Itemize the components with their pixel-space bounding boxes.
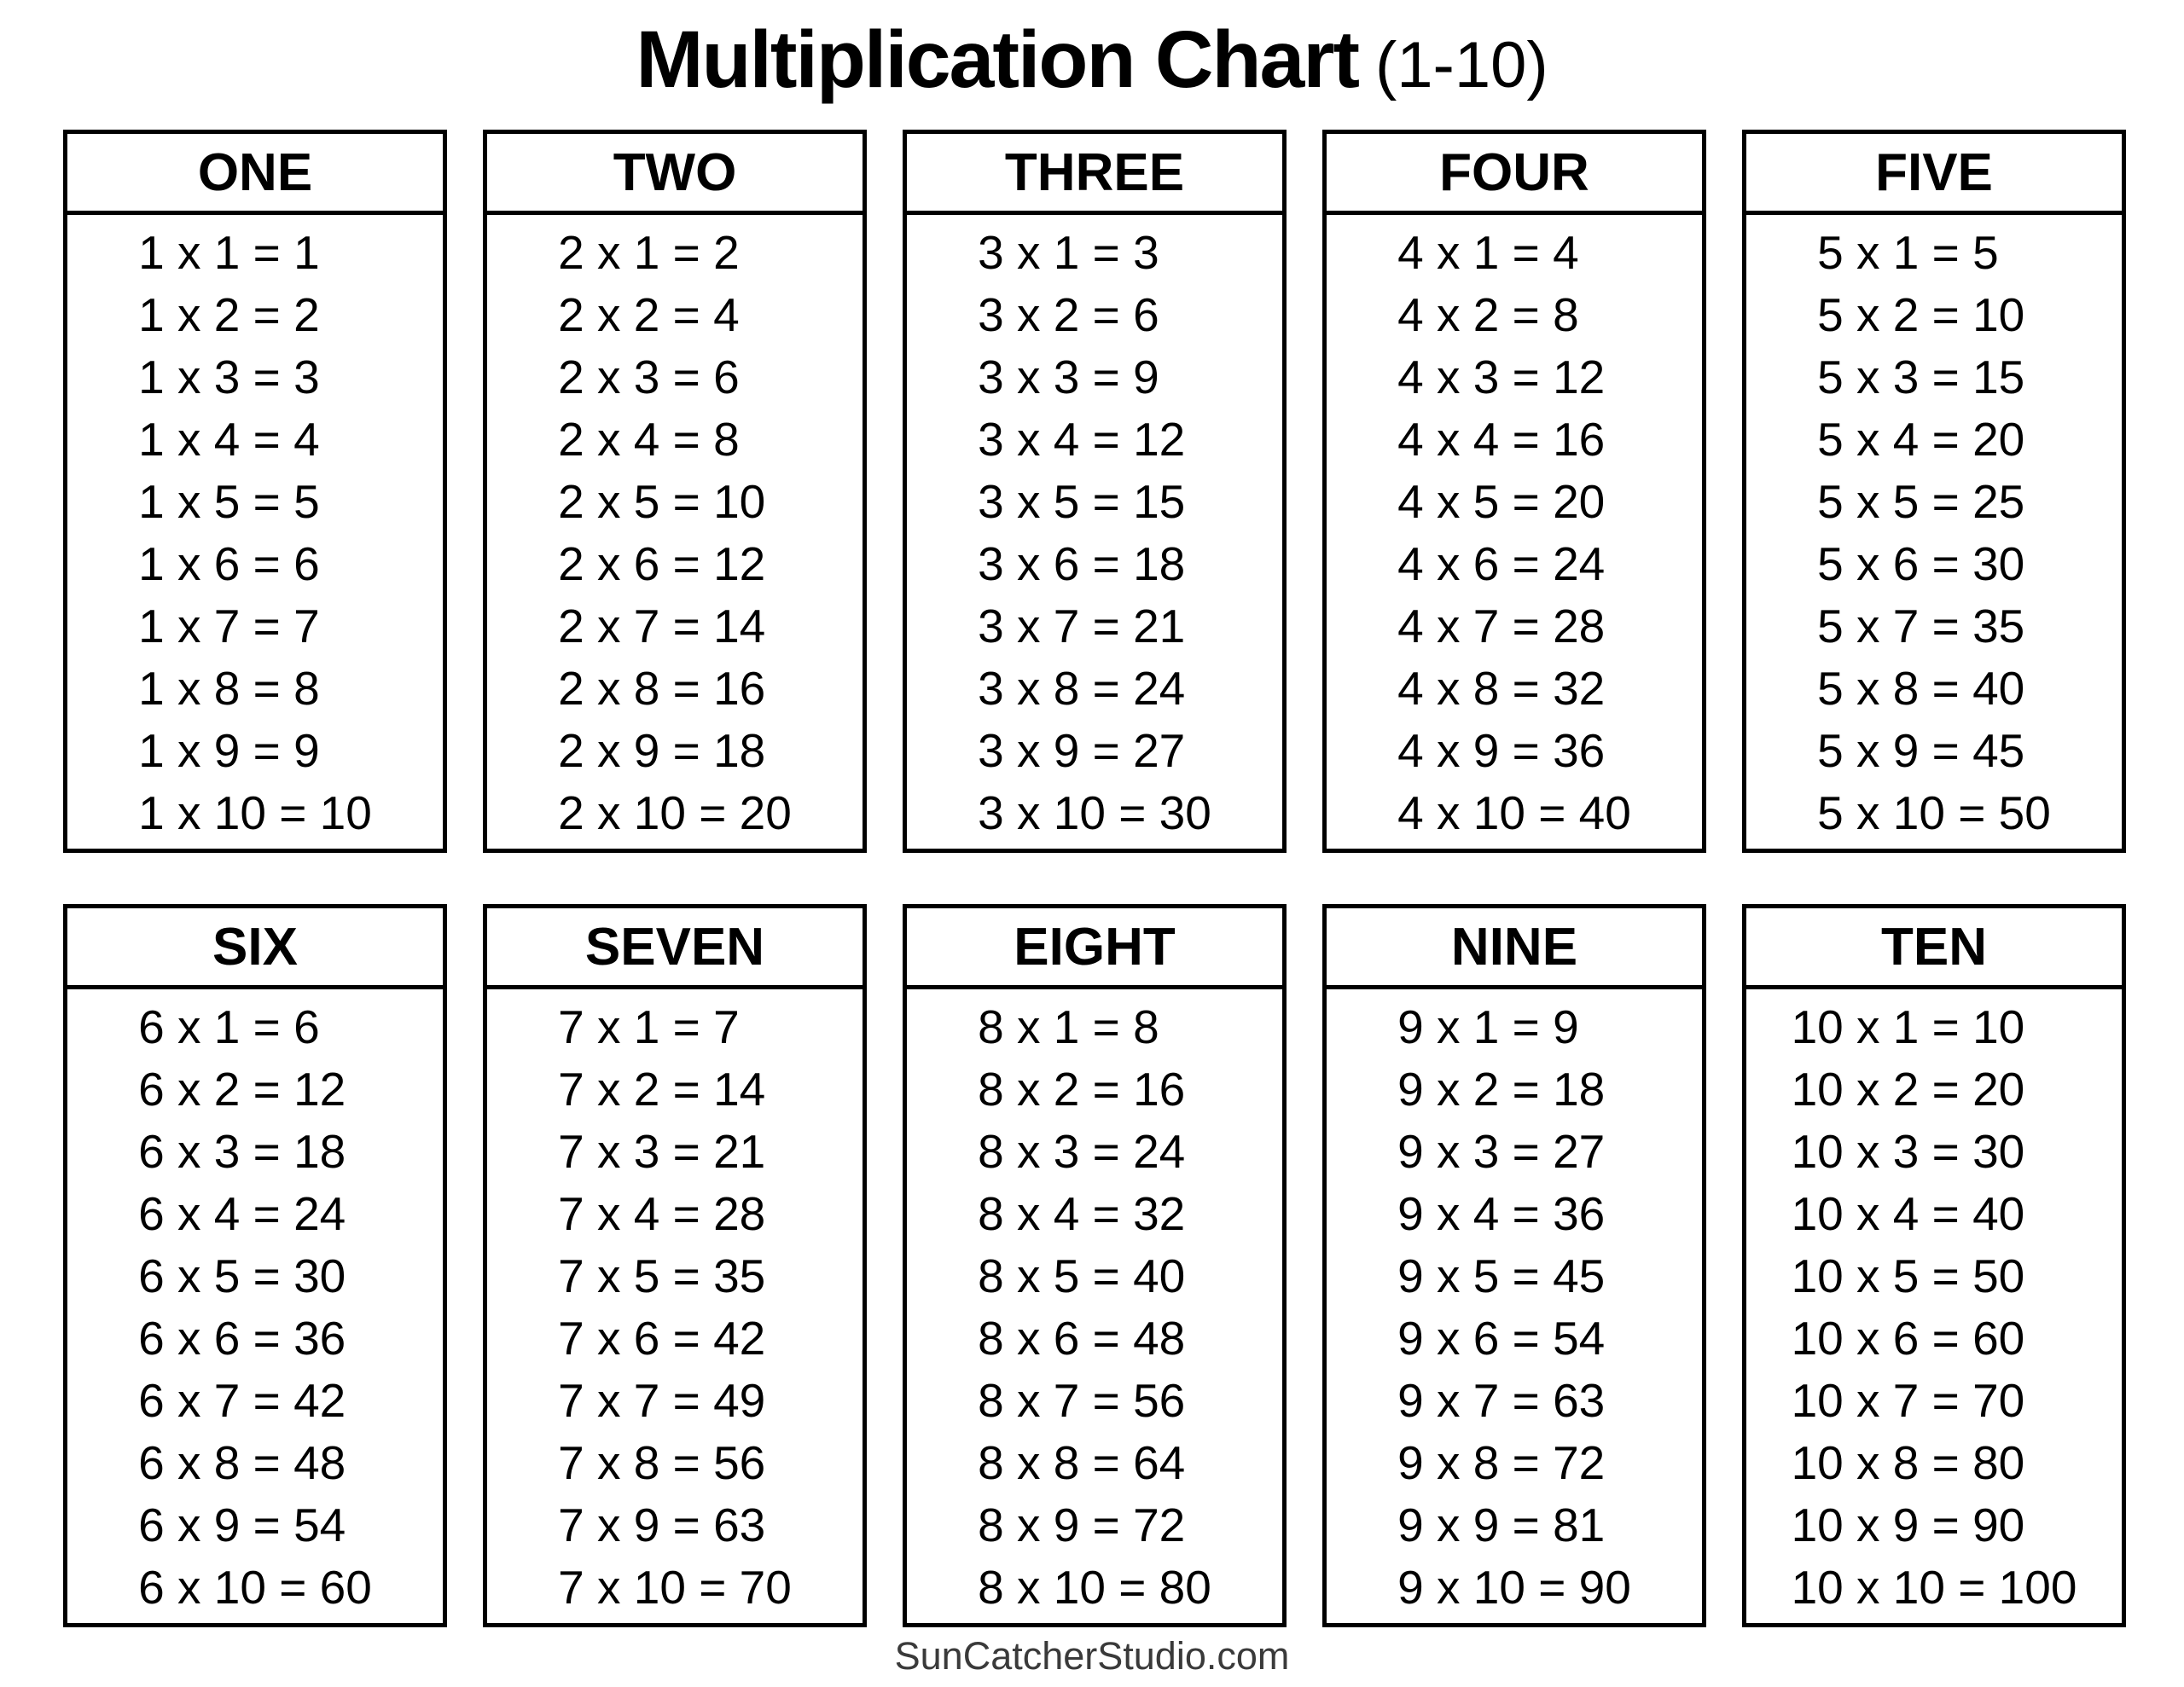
table-four (1322, 130, 1706, 853)
fact-row: 8 x 3 = 24 (978, 1125, 1186, 1178)
fact-row: 10 x 7 = 70 (1791, 1374, 2025, 1427)
fact-row: 5 x 8 = 40 (1817, 662, 2025, 715)
fact-row: 8 x 2 = 16 (978, 1063, 1186, 1116)
table-body (907, 989, 1282, 1619)
fact-row: 7 x 4 = 28 (558, 1187, 766, 1240)
table-seven (483, 904, 867, 1627)
fact-row: 9 x 5 = 45 (1397, 1249, 1606, 1302)
fact-row: 5 x 2 = 10 (1817, 288, 2025, 341)
fact-row: 4 x 6 = 24 (1397, 537, 1606, 590)
fact-row: 3 x 4 = 12 (978, 413, 1186, 466)
fact-row: 1 x 2 = 2 (138, 288, 320, 341)
facts-block (978, 996, 1211, 1619)
fact-row: 8 x 6 = 48 (978, 1312, 1186, 1365)
table-header (1327, 134, 1702, 215)
table-title: EIGHT (1014, 917, 1176, 977)
table-header (67, 908, 443, 989)
fact-row: 6 x 6 = 36 (138, 1312, 346, 1365)
facts-block (1792, 996, 2077, 1619)
table-title: SEVEN (584, 917, 765, 977)
fact-row: 7 x 8 = 56 (558, 1436, 766, 1489)
facts-block (1817, 222, 2051, 844)
fact-row: 5 x 6 = 30 (1817, 537, 2025, 590)
fact-row: 8 x 7 = 56 (978, 1374, 1186, 1427)
fact-row: 8 x 5 = 40 (978, 1249, 1186, 1302)
fact-row: 9 x 10 = 90 (1397, 1561, 1631, 1614)
fact-row: 4 x 3 = 12 (1397, 351, 1606, 403)
fact-row: 4 x 9 = 36 (1397, 724, 1606, 777)
fact-row: 6 x 9 = 54 (138, 1499, 346, 1551)
fact-row: 5 x 5 = 25 (1817, 475, 2025, 528)
fact-row: 9 x 1 = 9 (1397, 1000, 1579, 1053)
table-body (487, 215, 863, 844)
fact-row: 7 x 3 = 21 (558, 1125, 766, 1178)
fact-row: 10 x 3 = 30 (1791, 1125, 2025, 1178)
fact-row: 8 x 9 = 72 (978, 1499, 1186, 1551)
table-header (907, 134, 1282, 215)
table-body (67, 215, 443, 844)
facts-block (978, 222, 1211, 844)
fact-row: 4 x 4 = 16 (1397, 413, 1606, 466)
fact-row: 1 x 9 = 9 (138, 724, 320, 777)
table-title: FIVE (1875, 142, 1993, 202)
fact-row: 1 x 1 = 1 (138, 226, 320, 279)
fact-row: 7 x 2 = 14 (558, 1063, 766, 1116)
fact-row: 5 x 4 = 20 (1817, 413, 2025, 466)
fact-row: 4 x 7 = 28 (1397, 600, 1606, 652)
table-header (487, 908, 863, 989)
fact-row: 2 x 5 = 10 (558, 475, 766, 528)
table-header (487, 134, 863, 215)
fact-row: 5 x 3 = 15 (1817, 351, 2025, 403)
page-title (0, 14, 2184, 107)
table-five (1742, 130, 2126, 853)
fact-row: 6 x 8 = 48 (138, 1436, 346, 1489)
fact-row: 1 x 3 = 3 (138, 351, 320, 403)
table-title: TEN (1881, 917, 1987, 977)
page-title-main: Multiplication Chart (636, 14, 1358, 105)
facts-block (1397, 222, 1631, 844)
facts-block (558, 996, 792, 1619)
fact-row: 10 x 9 = 90 (1791, 1499, 2025, 1551)
table-body (67, 989, 443, 1619)
table-header (1746, 134, 2122, 215)
table-nine (1322, 904, 1706, 1627)
fact-row: 6 x 7 = 42 (138, 1374, 346, 1427)
table-eight (903, 904, 1287, 1627)
table-header (1746, 908, 2122, 989)
fact-row: 4 x 5 = 20 (1397, 475, 1606, 528)
fact-row: 3 x 5 = 15 (978, 475, 1186, 528)
page-title-range: (1-10) (1374, 29, 1548, 101)
fact-row: 6 x 2 = 12 (138, 1063, 346, 1116)
facts-block (1397, 996, 1631, 1619)
fact-row: 3 x 1 = 3 (978, 226, 1159, 279)
fact-row: 10 x 4 = 40 (1791, 1187, 2025, 1240)
facts-block (138, 222, 372, 844)
fact-row: 3 x 3 = 9 (978, 351, 1159, 403)
table-title: NINE (1450, 917, 1578, 977)
fact-row: 1 x 8 = 8 (138, 662, 320, 715)
fact-row: 1 x 6 = 6 (138, 537, 320, 590)
fact-row: 1 x 7 = 7 (138, 600, 320, 652)
fact-row: 9 x 8 = 72 (1397, 1436, 1606, 1489)
fact-row: 5 x 7 = 35 (1817, 600, 2025, 652)
table-six (63, 904, 447, 1627)
fact-row: 6 x 5 = 30 (138, 1249, 346, 1302)
fact-row: 3 x 7 = 21 (978, 600, 1186, 652)
fact-row: 2 x 3 = 6 (558, 351, 740, 403)
table-title: TWO (613, 142, 737, 202)
table-header (907, 908, 1282, 989)
fact-row: 7 x 7 = 49 (558, 1374, 766, 1427)
fact-row: 9 x 2 = 18 (1397, 1063, 1606, 1116)
table-body (1746, 215, 2122, 844)
fact-row: 5 x 9 = 45 (1817, 724, 2025, 777)
table-body (1327, 215, 1702, 844)
fact-row: 5 x 10 = 50 (1817, 786, 2051, 839)
fact-row: 7 x 1 = 7 (558, 1000, 740, 1053)
fact-row: 1 x 10 = 10 (138, 786, 372, 839)
fact-row: 4 x 10 = 40 (1397, 786, 1631, 839)
table-title: ONE (197, 142, 313, 202)
fact-row: 7 x 5 = 35 (558, 1249, 766, 1302)
table-three (903, 130, 1287, 853)
table-body (907, 215, 1282, 844)
fact-row: 2 x 8 = 16 (558, 662, 766, 715)
table-ten (1742, 904, 2126, 1627)
facts-block (558, 222, 792, 844)
fact-row: 6 x 3 = 18 (138, 1125, 346, 1178)
fact-row: 3 x 2 = 6 (978, 288, 1159, 341)
fact-row: 9 x 9 = 81 (1397, 1499, 1606, 1551)
fact-row: 3 x 8 = 24 (978, 662, 1186, 715)
table-body (487, 989, 863, 1619)
fact-row: 2 x 1 = 2 (558, 226, 740, 279)
fact-row: 8 x 8 = 64 (978, 1436, 1186, 1489)
fact-row: 9 x 3 = 27 (1397, 1125, 1606, 1178)
table-header (1327, 908, 1702, 989)
table-header (67, 134, 443, 215)
fact-row: 8 x 4 = 32 (978, 1187, 1186, 1240)
fact-row: 2 x 10 = 20 (558, 786, 792, 839)
fact-row: 10 x 5 = 50 (1791, 1249, 2025, 1302)
fact-row: 4 x 2 = 8 (1397, 288, 1579, 341)
fact-row: 2 x 6 = 12 (558, 537, 766, 590)
fact-row: 2 x 4 = 8 (558, 413, 740, 466)
facts-block (138, 996, 372, 1619)
fact-row: 2 x 9 = 18 (558, 724, 766, 777)
fact-row: 3 x 10 = 30 (978, 786, 1211, 839)
fact-row: 9 x 6 = 54 (1397, 1312, 1606, 1365)
table-body (1746, 989, 2122, 1619)
fact-row: 1 x 5 = 5 (138, 475, 320, 528)
fact-row: 9 x 7 = 63 (1397, 1374, 1606, 1427)
fact-row: 6 x 1 = 6 (138, 1000, 320, 1053)
table-one (63, 130, 447, 853)
fact-row: 8 x 10 = 80 (978, 1561, 1211, 1614)
fact-row: 4 x 1 = 4 (1397, 226, 1579, 279)
table-title: FOUR (1439, 142, 1589, 202)
fact-row: 4 x 8 = 32 (1397, 662, 1606, 715)
table-title: THREE (1004, 142, 1185, 202)
fact-row: 7 x 10 = 70 (558, 1561, 792, 1614)
fact-row: 2 x 2 = 4 (558, 288, 740, 341)
fact-row: 8 x 1 = 8 (978, 1000, 1159, 1053)
footer-credit: SunCatcherStudio.com (894, 1634, 1290, 1678)
fact-row: 6 x 10 = 60 (138, 1561, 372, 1614)
table-two (483, 130, 867, 853)
fact-row: 1 x 4 = 4 (138, 413, 320, 466)
fact-row: 9 x 4 = 36 (1397, 1187, 1606, 1240)
table-body (1327, 989, 1702, 1619)
fact-row: 5 x 1 = 5 (1817, 226, 1999, 279)
fact-row: 3 x 9 = 27 (978, 724, 1186, 777)
tables-grid (63, 130, 2126, 1627)
fact-row: 7 x 6 = 42 (558, 1312, 766, 1365)
fact-row: 10 x 8 = 80 (1791, 1436, 2025, 1489)
fact-row: 10 x 10 = 100 (1791, 1561, 2077, 1614)
fact-row: 2 x 7 = 14 (558, 600, 766, 652)
fact-row: 6 x 4 = 24 (138, 1187, 346, 1240)
table-title: SIX (212, 917, 298, 977)
fact-row: 10 x 1 = 10 (1791, 1000, 2025, 1053)
fact-row: 10 x 2 = 20 (1791, 1063, 2025, 1116)
fact-row: 10 x 6 = 60 (1791, 1312, 2025, 1365)
fact-row: 3 x 6 = 18 (978, 537, 1186, 590)
fact-row: 7 x 9 = 63 (558, 1499, 766, 1551)
